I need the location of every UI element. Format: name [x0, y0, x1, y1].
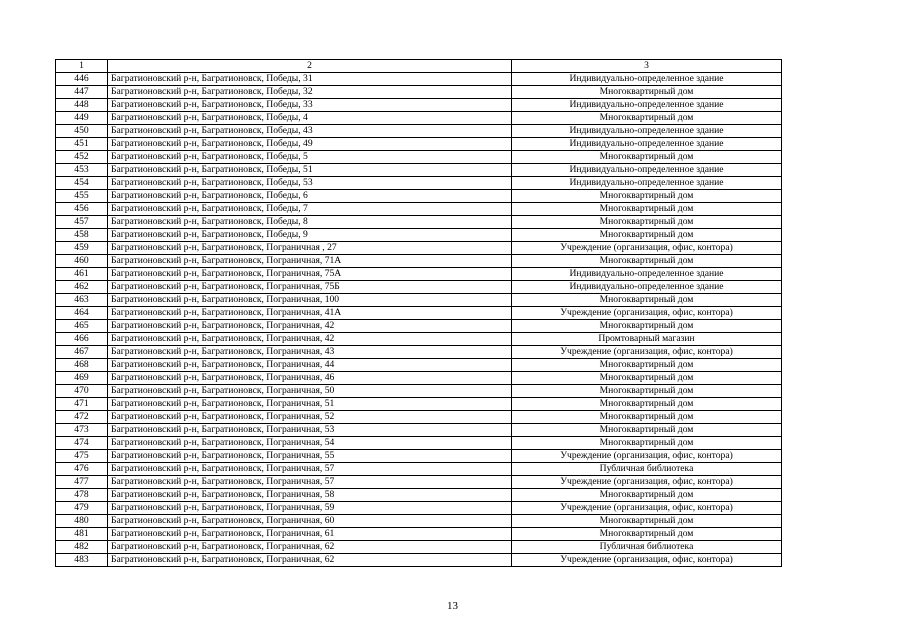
cell-address: Багратионовский р-н, Багратионовск, Победы, 33	[108, 99, 512, 112]
table-row	[56, 242, 782, 255]
cell-address: Багратионовский р-н, Багратионовск, Победы, 43	[108, 125, 512, 138]
cell-address: Багратионовский р-н, Багратионовск, Пограничная, 50	[108, 385, 512, 398]
table-row	[56, 437, 782, 450]
cell-number: 446	[56, 73, 108, 86]
cell-type: Индивидуально-определенное здание	[512, 177, 782, 190]
cell-type: Индивидуально-определенное здание	[512, 164, 782, 177]
cell-type: Многоквартирный дом	[512, 372, 782, 385]
table-row	[56, 463, 782, 476]
cell-type: Публичная библиотека	[512, 463, 782, 476]
header-cell-number: 1	[56, 60, 108, 73]
cell-type: Учреждение (организация, офис, контора)	[512, 554, 782, 567]
cell-number: 457	[56, 216, 108, 229]
cell-type: Многоквартирный дом	[512, 411, 782, 424]
table-row	[56, 281, 782, 294]
cell-type: Многоквартирный дом	[512, 385, 782, 398]
table-row	[56, 151, 782, 164]
table-row	[56, 138, 782, 151]
cell-number: 481	[56, 528, 108, 541]
cell-number: 467	[56, 346, 108, 359]
cell-number: 474	[56, 437, 108, 450]
cell-address: Багратионовский р-н, Багратионовск, Победы, 5	[108, 151, 512, 164]
cell-type: Многоквартирный дом	[512, 489, 782, 502]
table-row	[56, 372, 782, 385]
cell-type: Многоквартирный дом	[512, 437, 782, 450]
cell-address: Багратионовский р-н, Багратионовск, Пограничная, 75Б	[108, 281, 512, 294]
cell-number: 456	[56, 203, 108, 216]
cell-type: Учреждение (организация, офис, контора)	[512, 502, 782, 515]
cell-number: 478	[56, 489, 108, 502]
cell-address: Багратионовский р-н, Багратионовск, Пограничная, 55	[108, 450, 512, 463]
cell-address: Багратионовский р-н, Багратионовск, Пограничная, 62	[108, 554, 512, 567]
cell-type: Многоквартирный дом	[512, 151, 782, 164]
cell-address: Багратионовский р-н, Багратионовск, Победы, 4	[108, 112, 512, 125]
cell-number: 453	[56, 164, 108, 177]
table-row	[56, 450, 782, 463]
cell-number: 473	[56, 424, 108, 437]
cell-type: Учреждение (организация, офис, контора)	[512, 307, 782, 320]
cell-number: 483	[56, 554, 108, 567]
table-row	[56, 112, 782, 125]
cell-type: Многоквартирный дом	[512, 424, 782, 437]
cell-type: Учреждение (организация, офис, контора)	[512, 346, 782, 359]
cell-number: 469	[56, 372, 108, 385]
table-row	[56, 307, 782, 320]
cell-address: Багратионовский р-н, Багратионовск, Пограничная, 60	[108, 515, 512, 528]
cell-address: Багратионовский р-н, Багратионовск, Победы, 49	[108, 138, 512, 151]
cell-number: 451	[56, 138, 108, 151]
cell-type: Многоквартирный дом	[512, 255, 782, 268]
cell-type: Многоквартирный дом	[512, 86, 782, 99]
table-row	[56, 73, 782, 86]
cell-type: Индивидуально-определенное здание	[512, 125, 782, 138]
cell-address: Багратионовский р-н, Багратионовск, Победы, 8	[108, 216, 512, 229]
table-row	[56, 190, 782, 203]
register-table	[55, 59, 782, 567]
header-cell-address: 2	[108, 60, 512, 73]
cell-type: Многоквартирный дом	[512, 229, 782, 242]
cell-address: Багратионовский р-н, Багратионовск, Пограничная, 51	[108, 398, 512, 411]
cell-number: 452	[56, 151, 108, 164]
table-row	[56, 333, 782, 346]
cell-address: Багратионовский р-н, Багратионовск, Пограничная, 46	[108, 372, 512, 385]
cell-number: 475	[56, 450, 108, 463]
cell-address: Багратионовский р-н, Багратионовск, Победы, 6	[108, 190, 512, 203]
cell-address: Багратионовский р-н, Багратионовск, Пограничная, 59	[108, 502, 512, 515]
table-row	[56, 229, 782, 242]
table-row	[56, 476, 782, 489]
cell-number: 461	[56, 268, 108, 281]
cell-address: Багратионовский р-н, Багратионовск, Пограничная, 57	[108, 463, 512, 476]
cell-type: Многоквартирный дом	[512, 320, 782, 333]
cell-number: 471	[56, 398, 108, 411]
cell-address: Багратионовский р-н, Багратионовск, Победы, 9	[108, 229, 512, 242]
cell-address: Багратионовский р-н, Багратионовск, Победы, 32	[108, 86, 512, 99]
table-row	[56, 398, 782, 411]
cell-type: Учреждение (организация, офис, контора)	[512, 242, 782, 255]
table-body	[56, 73, 782, 567]
cell-type: Индивидуально-определенное здание	[512, 73, 782, 86]
cell-number: 447	[56, 86, 108, 99]
cell-address: Багратионовский р-н, Багратионовск, Пограничная, 44	[108, 359, 512, 372]
cell-number: 480	[56, 515, 108, 528]
cell-type: Многоквартирный дом	[512, 528, 782, 541]
table-row	[56, 424, 782, 437]
cell-number: 459	[56, 242, 108, 255]
table-row	[56, 268, 782, 281]
cell-type: Многоквартирный дом	[512, 203, 782, 216]
cell-address: Багратионовский р-н, Багратионовск, Победы, 53	[108, 177, 512, 190]
cell-type: Многоквартирный дом	[512, 398, 782, 411]
cell-number: 479	[56, 502, 108, 515]
cell-address: Багратионовский р-н, Багратионовск, Пограничная, 75А	[108, 268, 512, 281]
table-row	[56, 515, 782, 528]
table-row	[56, 125, 782, 138]
table-row	[56, 346, 782, 359]
cell-number: 463	[56, 294, 108, 307]
cell-address: Багратионовский р-н, Багратионовск, Победы, 7	[108, 203, 512, 216]
table-row	[56, 359, 782, 372]
cell-number: 470	[56, 385, 108, 398]
cell-type: Индивидуально-определенное здание	[512, 138, 782, 151]
cell-number: 465	[56, 320, 108, 333]
cell-type: Индивидуально-определенное здание	[512, 268, 782, 281]
cell-number: 448	[56, 99, 108, 112]
table-row	[56, 164, 782, 177]
cell-number: 468	[56, 359, 108, 372]
cell-address: Багратионовский р-н, Багратионовск, Пограничная, 61	[108, 528, 512, 541]
cell-number: 460	[56, 255, 108, 268]
cell-address: Багратионовский р-н, Багратионовск, Пограничная, 71А	[108, 255, 512, 268]
cell-address: Багратионовский р-н, Багратионовск, Пограничная, 58	[108, 489, 512, 502]
table-row	[56, 320, 782, 333]
header-cell-type: 3	[512, 60, 782, 73]
table-row	[56, 489, 782, 502]
header-row	[56, 60, 782, 73]
cell-number: 477	[56, 476, 108, 489]
cell-number: 462	[56, 281, 108, 294]
cell-type: Многоквартирный дом	[512, 190, 782, 203]
cell-type: Многоквартирный дом	[512, 515, 782, 528]
cell-number: 464	[56, 307, 108, 320]
table-row	[56, 255, 782, 268]
cell-address: Багратионовский р-н, Багратионовск, Пограничная, 100	[108, 294, 512, 307]
cell-number: 454	[56, 177, 108, 190]
table-row	[56, 177, 782, 190]
table-row	[56, 502, 782, 515]
cell-number: 482	[56, 541, 108, 554]
cell-type: Многоквартирный дом	[512, 359, 782, 372]
cell-address: Багратионовский р-н, Багратионовск, Пограничная , 27	[108, 242, 512, 255]
cell-number: 466	[56, 333, 108, 346]
cell-address: Багратионовский р-н, Багратионовск, Пограничная, 52	[108, 411, 512, 424]
cell-number: 449	[56, 112, 108, 125]
cell-address: Багратионовский р-н, Багратионовск, Пограничная, 54	[108, 437, 512, 450]
cell-number: 476	[56, 463, 108, 476]
cell-type: Многоквартирный дом	[512, 112, 782, 125]
cell-number: 455	[56, 190, 108, 203]
cell-type: Многоквартирный дом	[512, 216, 782, 229]
cell-type: Учреждение (организация, офис, контора)	[512, 476, 782, 489]
table-row	[56, 528, 782, 541]
cell-address: Багратионовский р-н, Багратионовск, Пограничная, 43	[108, 346, 512, 359]
cell-address: Багратионовский р-н, Багратионовск, Пограничная, 42	[108, 333, 512, 346]
table-row	[56, 99, 782, 112]
cell-address: Багратионовский р-н, Багратионовск, Победы, 51	[108, 164, 512, 177]
cell-number: 450	[56, 125, 108, 138]
cell-address: Багратионовский р-н, Багратионовск, Победы, 31	[108, 73, 512, 86]
cell-type: Публичная библиотека	[512, 541, 782, 554]
cell-address: Багратионовский р-н, Багратионовск, Пограничная, 57	[108, 476, 512, 489]
table-row	[56, 216, 782, 229]
cell-type: Многоквартирный дом	[512, 294, 782, 307]
cell-type: Учреждение (организация, офис, контора)	[512, 450, 782, 463]
table-row	[56, 411, 782, 424]
table-row	[56, 541, 782, 554]
table-row	[56, 203, 782, 216]
page-number: 13	[447, 600, 458, 612]
table-row	[56, 554, 782, 567]
cell-number: 458	[56, 229, 108, 242]
cell-type: Индивидуально-определенное здание	[512, 281, 782, 294]
cell-address: Багратионовский р-н, Багратионовск, Пограничная, 42	[108, 320, 512, 333]
table-row	[56, 294, 782, 307]
cell-address: Багратионовский р-н, Багратионовск, Пограничная, 41А	[108, 307, 512, 320]
cell-type: Индивидуально-определенное здание	[512, 99, 782, 112]
table-row	[56, 385, 782, 398]
cell-number: 472	[56, 411, 108, 424]
table-row	[56, 86, 782, 99]
cell-address: Багратионовский р-н, Багратионовск, Пограничная, 53	[108, 424, 512, 437]
cell-address: Багратионовский р-н, Багратионовск, Пограничная, 62	[108, 541, 512, 554]
cell-type: Промтоварный магазин	[512, 333, 782, 346]
